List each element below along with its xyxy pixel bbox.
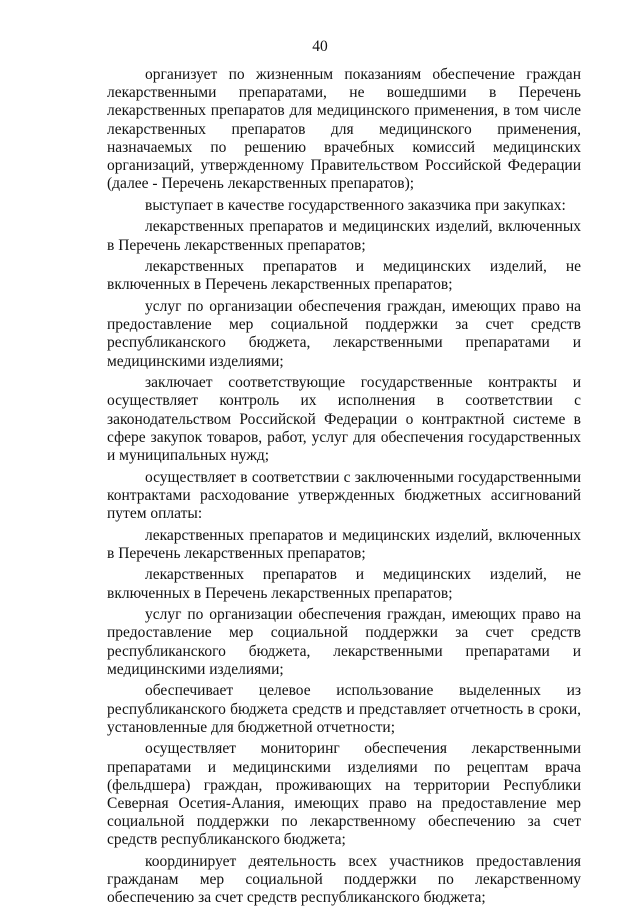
paragraph: лекарственных препаратов и медицинских изделий, не включенных в Перечень лекарственных препаратов; <box>107 566 581 602</box>
paragraph: обеспечивает целевое использование выделенных из республиканского бюджета средств и представляет отчетность в сроки, установленные для бюджетной отчетности; <box>107 682 581 736</box>
paragraph: координирует деятельность всех участников предоставления гражданам мер социальной поддержки по лекарственному обеспечению за счет средств республиканского бюджета; <box>107 853 581 907</box>
paragraph: заключает соответствующие государственные контракты и осуществляет контроль их исполнения в соответствии с законодательством Российской Федерации о контрактной системе в сфере закупок товаров, работ, услуг для обеспечения государственных и муниципальных нужд; <box>107 374 581 465</box>
paragraph: лекарственных препаратов и медицинских изделий, включенных в Перечень лекарственных препаратов; <box>107 526 581 562</box>
page-number: 40 <box>312 38 328 55</box>
paragraph: лекарственных препаратов и медицинских изделий, включенных в Перечень лекарственных препаратов; <box>107 218 581 254</box>
paragraph: лекарственных препаратов и медицинских изделий, не включенных в Перечень лекарственных препаратов; <box>107 258 581 294</box>
paragraph: организует по жизненным показаниям обеспечение граждан лекарственными препаратами, не вошедшими в Перечень лекарственных препаратов для медицинского применения, в том числе лекарственных препаратов для медицинского применения, назначаемых по решению врачебных комиссий медицинских организаций, утвержденному Правительством Российской Федерации (далее - Перечень лекарственных препаратов); <box>107 66 581 193</box>
paragraph: выступает в качестве государственного заказчика при закупках: <box>145 196 566 214</box>
paragraph: услуг по организации обеспечения граждан, имеющих право на предоставление мер социальной поддержки за счет средств республиканского бюджета, лекарственными препаратами и медицинскими изделиями; <box>107 606 581 678</box>
document-body <box>107 66 581 911</box>
paragraph: осуществляет мониторинг обеспечения лекарственными препаратами и медицинскими изделиями по рецептам врача (фельдшера) граждан, проживающих на территории Республики Северная Осетия-Алания, имеющих право на предоставление мер социальной поддержки по лекарственному обеспечению за счет средств республиканского бюджета; <box>107 740 581 849</box>
paragraph: осуществляет в соответствии с заключенными государственными контрактами расходование утвержденных бюджетных ассигнований путем оплаты: <box>107 468 581 523</box>
paragraph: услуг по организации обеспечения граждан, имеющих право на предоставление мер социальной поддержки за счет средств республиканского бюджета, лекарственными препаратами и медицинскими изделиями; <box>107 298 581 370</box>
